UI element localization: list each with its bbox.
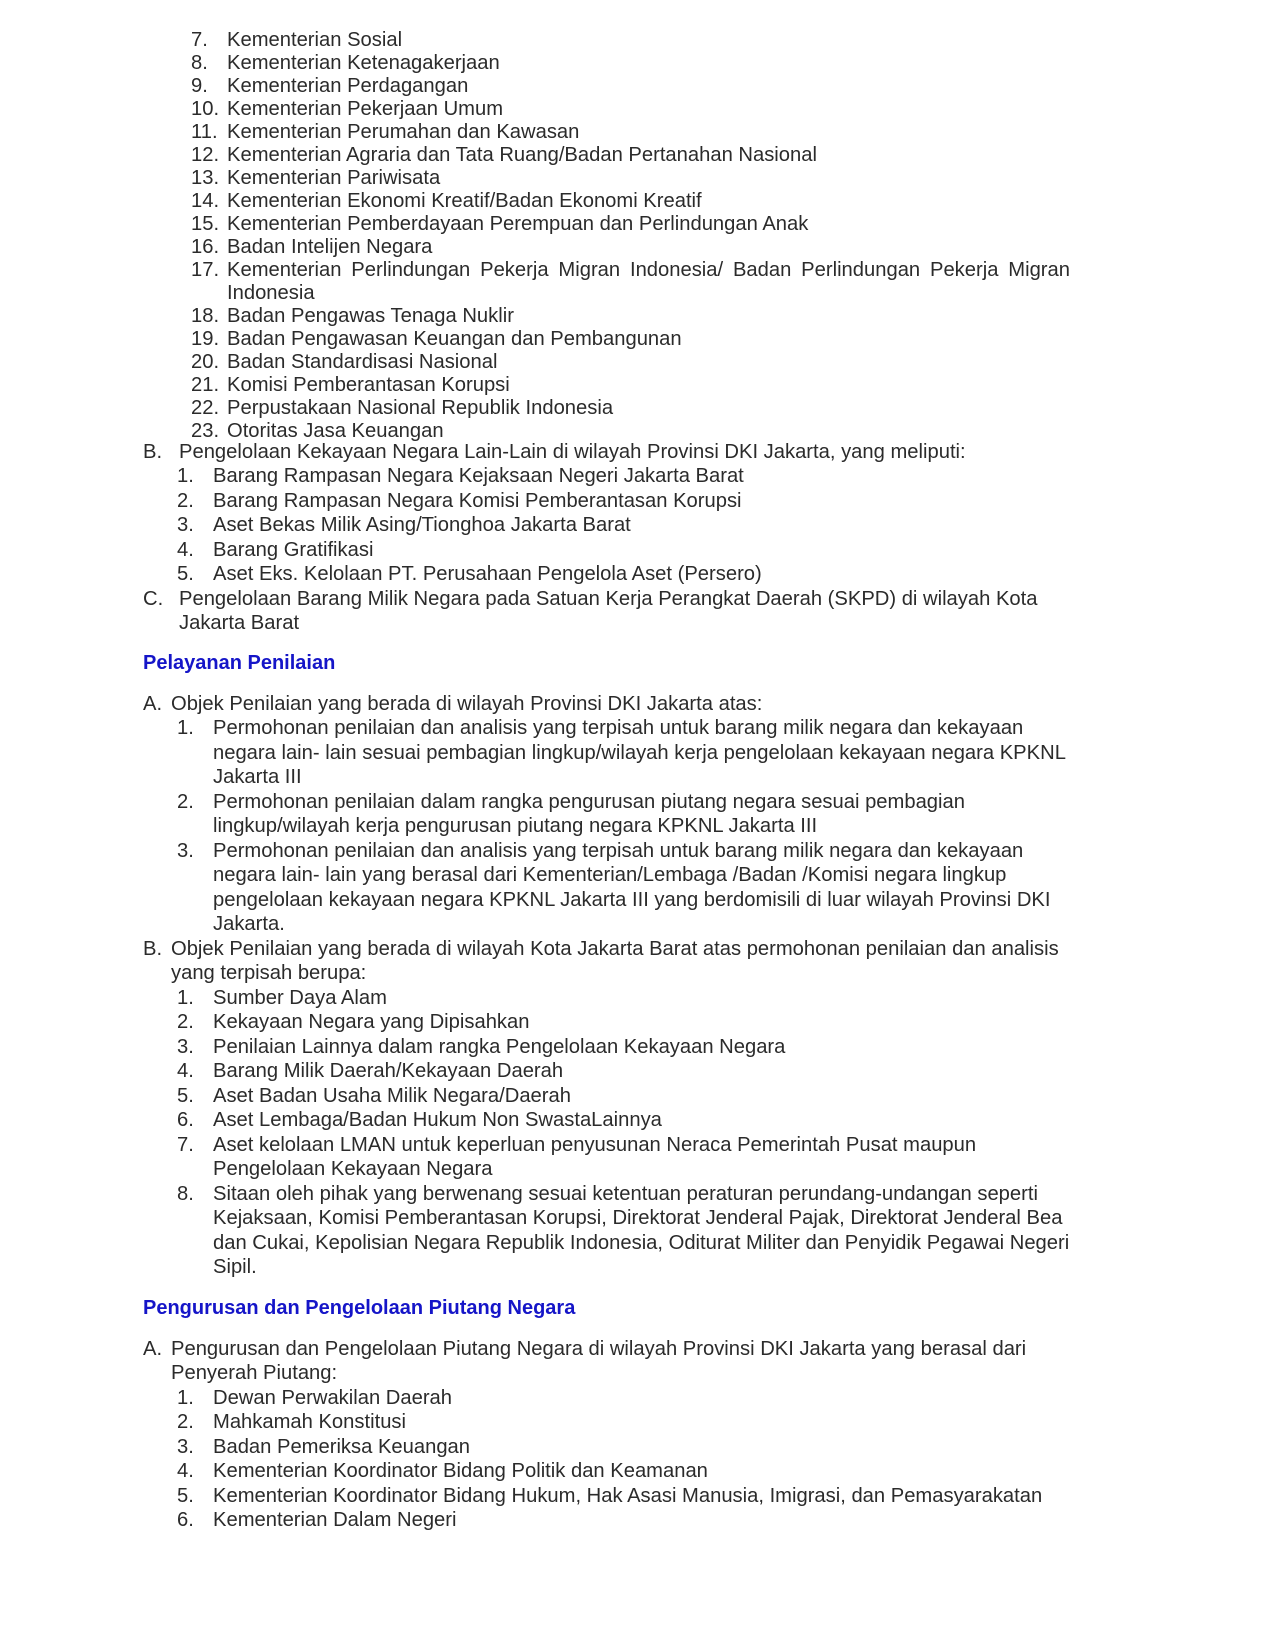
list-number: 1. [177,465,194,487]
list-number: 1. [177,1387,194,1409]
list-item-cont: Pengelolaan Kekayaan Negara [213,1158,493,1180]
list-item: Badan Standardisasi Nasional [227,351,498,373]
list-number: 15. [191,213,220,235]
list-number: 3. [177,514,194,536]
list-item: Sitaan oleh pihak yang berwenang sesuai ketentuan peraturan perundang-undangan seperti [213,1183,1038,1205]
list-letter: A. [143,693,163,715]
list-letter: B. [143,441,163,463]
list-letter: A. [143,1338,163,1360]
list-item: Permohonan penilaian dan analisis yang terpisah untuk barang milik negara dan kekayaan [213,717,1024,739]
list-number: 2. [177,490,194,512]
list-item: Barang Rampasan Negara Komisi Pemberantasan Korupsi [213,490,742,512]
list-number: 11. [191,121,218,143]
list-item: Barang Milik Daerah/Kekayaan Daerah [213,1060,564,1082]
list-number: 5. [177,1085,194,1107]
list-number: 5. [177,1485,194,1507]
list-item: Dewan Perwakilan Daerah [213,1387,453,1409]
list-letter: C. [143,588,164,610]
list-number: 3. [177,1436,194,1458]
list-item-cont: negara lain- lain sesuai pembagian lingkup/wilayah kerja pengelolaan kekayaan negara KPKNL [213,742,1066,764]
list-number: 3. [177,840,194,862]
list-item: Badan Pengawasan Keuangan dan Pembangunan [227,328,682,350]
list-number: 12. [191,144,220,166]
list-number: 2. [177,791,194,813]
list-item: Kementerian Dalam Negeri [213,1509,457,1531]
list-item: Badan Pengawas Tenaga Nuklir [227,305,514,327]
list-item: Kementerian Koordinator Bidang Hukum, Hak Asasi Manusia, Imigrasi, dan Pemasyarakatan [213,1485,1043,1507]
list-item-cont: Jakarta. [213,913,285,935]
list-number: 16. [191,236,220,258]
list-number: 14. [191,190,220,212]
list-item: Badan Pemeriksa Keuangan [213,1436,471,1458]
list-number: 8. [177,1183,194,1205]
list-item: Otoritas Jasa Keuangan [227,420,444,442]
heading-piutang-negara: Pengurusan dan Pengelolaan Piutang Negara [143,1297,576,1319]
list-item: Aset kelolaan LMAN untuk keperluan penyusunan Neraca Pemerintah Pusat maupun [213,1134,977,1156]
list-item: Aset Bekas Milik Asing/Tionghoa Jakarta Barat [213,514,631,536]
list-number: 4. [177,1460,194,1482]
list-item: Kementerian Koordinator Bidang Politik dan Keamanan [213,1460,708,1482]
list-item: Kementerian Ketenagakerjaan [227,52,500,74]
list-item: Kementerian Pariwisata [227,167,441,189]
list-item: Kementerian Pekerjaan Umum [227,98,504,120]
penilaian-a-text: Objek Penilaian yang berada di wilayah Provinsi DKI Jakarta atas: [171,693,763,715]
list-item: Penilaian Lainnya dalam rangka Pengelolaan Kekayaan Negara [213,1036,786,1058]
list-number: 7. [191,29,208,51]
list-item: Aset Eks. Kelolaan PT. Perusahaan Pengelola Aset (Persero) [213,563,762,585]
list-item-cont: Kejaksaan, Komisi Pemberantasan Korupsi, Direktorat Jenderal Pajak, Direktorat Jenderal Bea [213,1207,1063,1229]
list-number: 19. [191,328,220,350]
piutang-a-text-cont: Penyerah Piutang: [171,1362,338,1384]
list-letter: B. [143,938,163,960]
list-number: 6. [177,1509,194,1531]
list-item-cont: negara lain- lain yang berasal dari Kementerian/Lembaga /Badan /Komisi negara lingkup [213,864,1007,886]
list-item-cont: lingkup/wilayah kerja pengurusan piutang negara KPKNL Jakarta III [213,815,818,837]
list-number: 6. [177,1109,194,1131]
list-item: Kementerian Agraria dan Tata Ruang/Badan Pertanahan Nasional [227,144,817,166]
section-b-text: Pengelolaan Kekayaan Negara Lain-Lain di wilayah Provinsi DKI Jakarta, yang meliputi: [179,441,966,463]
list-item: Mahkamah Konstitusi [213,1411,406,1433]
list-number: 18. [191,305,220,327]
list-item-cont: Sipil. [213,1256,257,1278]
piutang-a-text: Pengurusan dan Pengelolaan Piutang Negara di wilayah Provinsi DKI Jakarta yang berasal dari [171,1338,1027,1360]
list-number: 2. [177,1011,194,1033]
list-item-cont: Jakarta III [213,766,302,788]
list-item: Perpustakaan Nasional Republik Indonesia [227,397,614,419]
list-item-continuation: Indonesia [227,282,315,304]
list-item-cont: pengelolaan kekayaan negara KPKNL Jakarta III yang berdomisili di luar wilayah Provinsi DKI [213,889,1051,911]
list-item: Permohonan penilaian dalam rangka pengurusan piutang negara sesuai pembagian [213,791,965,813]
list-item: Kementerian Perumahan dan Kawasan [227,121,580,143]
list-number: 23. [191,420,220,442]
list-number: 2. [177,1411,194,1433]
list-item: Kementerian Pemberdayaan Perempuan dan Perlindungan Anak [227,213,809,235]
list-item: Komisi Pemberantasan Korupsi [227,374,510,396]
heading-pelayanan-penilaian: Pelayanan Penilaian [143,652,336,674]
list-item: Barang Gratifikasi [213,539,374,561]
list-number: 4. [177,1060,194,1082]
list-item: Permohonan penilaian dan analisis yang terpisah untuk barang milik negara dan kekayaan [213,840,1024,862]
section-c-text: Pengelolaan Barang Milik Negara pada Satuan Kerja Perangkat Daerah (SKPD) di wilayah Kota [179,588,1038,610]
list-number: 1. [177,987,194,1009]
list-item: Aset Lembaga/Badan Hukum Non SwastaLainnya [213,1109,662,1131]
list-number: 5. [177,563,194,585]
list-item: Aset Badan Usaha Milik Negara/Daerah [213,1085,571,1107]
list-number: 10. [191,98,220,120]
list-number: 7. [177,1134,194,1156]
list-number: 8. [191,52,208,74]
list-item: Badan Intelijen Negara [227,236,433,258]
list-number: 9. [191,75,208,97]
list-item: Kementerian Sosial [227,29,403,51]
list-item: Kekayaan Negara yang Dipisahkan [213,1011,530,1033]
list-item: Barang Rampasan Negara Kejaksaan Negeri Jakarta Barat [213,465,744,487]
list-number: 1. [177,717,194,739]
list-number: 13. [191,167,220,189]
list-item: Sumber Daya Alam [213,987,387,1009]
list-number: 20. [191,351,220,373]
list-number: 3. [177,1036,194,1058]
list-number: 21. [191,374,220,396]
penilaian-b-text-cont: yang terpisah berupa: [171,962,367,984]
list-item: Kementerian Perlindungan Pekerja Migran Indonesia/ Badan Perlindungan Pekerja Migran [227,259,1070,281]
list-number: 22. [191,397,220,419]
list-number: 4. [177,539,194,561]
penilaian-b-text: Objek Penilaian yang berada di wilayah Kota Jakarta Barat atas permohonan penilaian dan analisis [171,938,1059,960]
list-item-cont: dan Cukai, Kepolisian Negara Republik Indonesia, Oditurat Militer dan Penyidik Pegawai Negeri [213,1232,1070,1254]
list-item: Kementerian Perdagangan [227,75,469,97]
list-item: Kementerian Ekonomi Kreatif/Badan Ekonomi Kreatif [227,190,702,212]
list-number: 17. [191,259,220,281]
section-c-text-cont: Jakarta Barat [179,612,300,634]
